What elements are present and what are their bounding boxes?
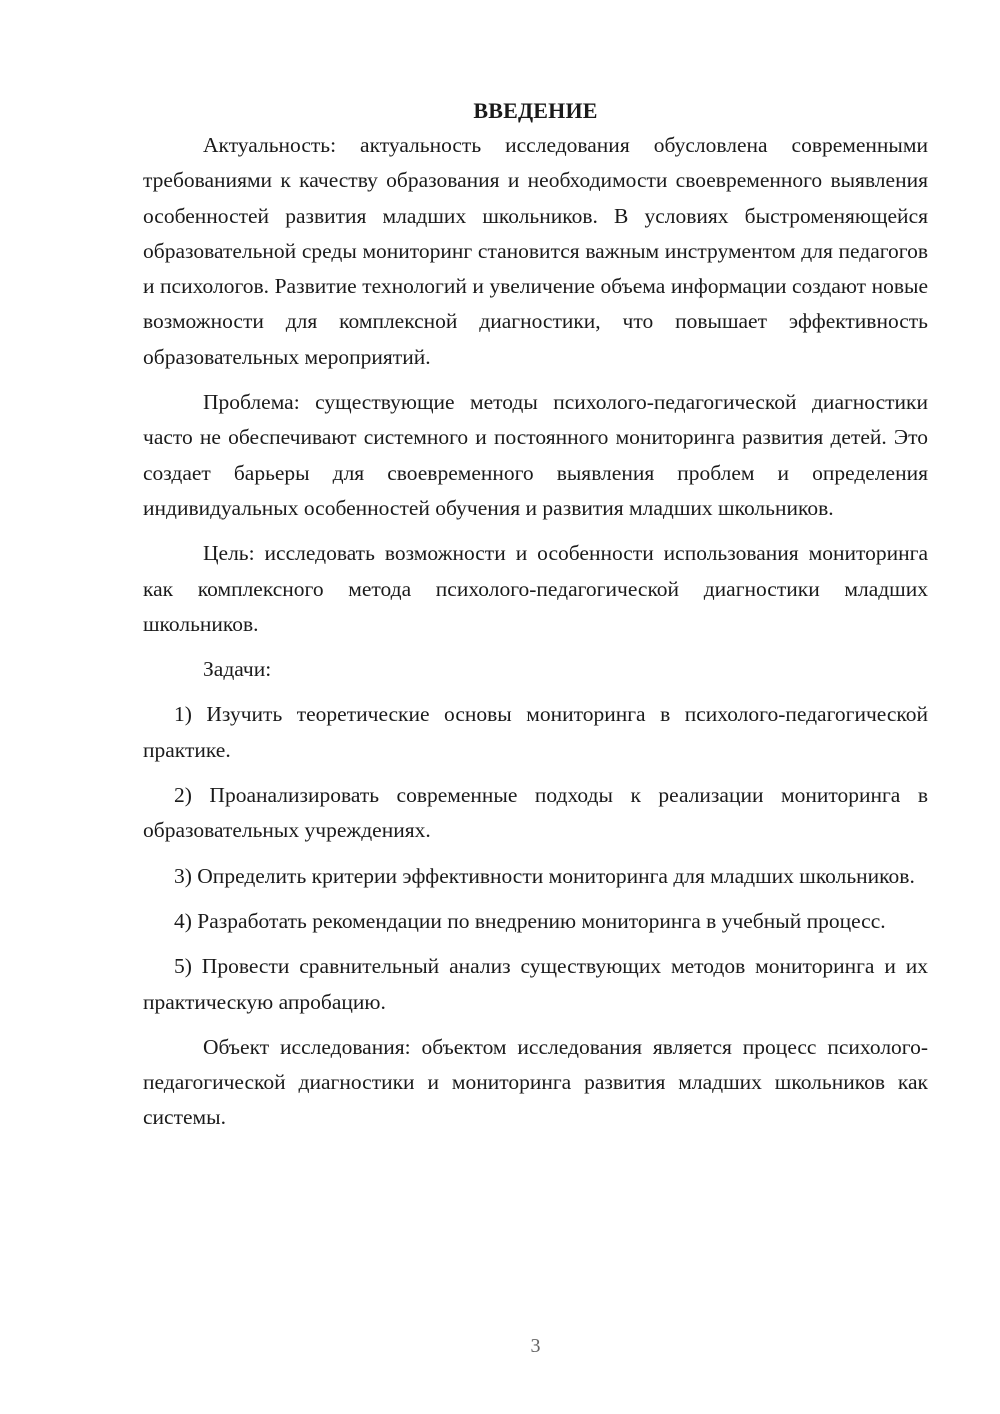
page-number: 3 [530,1335,541,1357]
problem-paragraph: Проблема: существующие методы психолого-педагогической диагностики часто не обеспечивают системного и постоянного мониторинга развития детей. Это создает барьеры для своевременного выявления проблем и определения индивидуальных особенностей обучения и развития младших школьников. [143,390,928,520]
goal-paragraph: Цель: исследовать возможности и особенности использования мониторинга как комплексного метода психолого-педагогической диагностики младших школьников. [143,541,928,636]
document-page [143,96,928,1146]
task-item-3: 3) Определить критерии эффективности мониторинга для младших школьников. [174,863,915,888]
relevance-paragraph: Актуальность: актуальность исследования обусловлена современными требованиями к качеству образования и необходимости своевременного выявления особенностей развития младших школьников. В условиях быстроменяющейся образовательной среды мониторинг становится важным инструментом для педагогов и психологов. Развитие технологий и увеличение объема информации создают новые возможности для комплексной диагностики, что повышает эффективность образовательных мероприятий. [143,133,928,369]
tasks-heading: Задачи: [203,657,272,682]
task-item-4: 4) Разработать рекомендации по внедрению мониторинга в учебный процесс. [174,908,886,933]
object-paragraph: Объект исследования: объектом исследования является процесс психолого-педагогической диагностики и мониторинга развития младших школьников как системы. [143,1034,928,1130]
page-title: ВВЕДЕНИЕ [473,98,598,123]
task-item-1: 1) Изучить теоретические основы мониторинга в психолого-педагогической практике. [143,702,928,762]
task-item-5: 5) Провести сравнительный анализ существующих методов мониторинга и их практическую апробацию. [143,954,928,1014]
task-item-2: 2) Проанализировать современные подходы к реализации мониторинга в образовательных учреждениях. [143,783,928,843]
